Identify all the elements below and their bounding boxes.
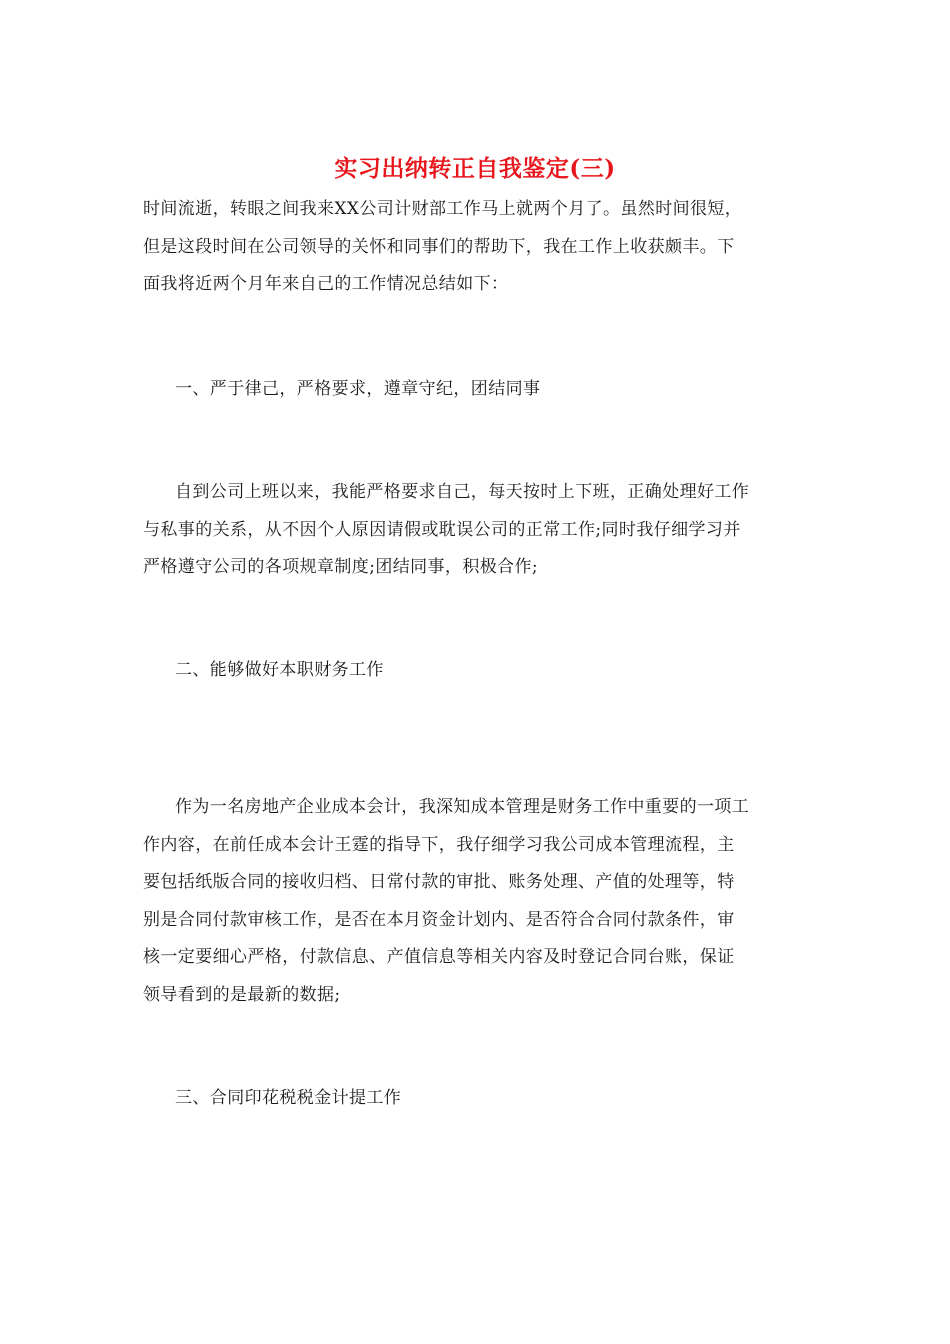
document-title: 实习出纳转正自我鉴定(三) bbox=[334, 155, 616, 182]
section-1-line: 严格遵守公司的各项规章制度;团结同事，积极合作; bbox=[143, 557, 539, 577]
section-heading-1: 一、严于律己，严格要求，遵章守纪，团结同事 bbox=[175, 379, 541, 399]
intro-paragraph bbox=[143, 191, 810, 304]
intro-line: 但是这段时间在公司领导的关怀和同事们的帮助下，我在工作上收获颇丰。下 bbox=[143, 236, 735, 257]
section-2-paragraph bbox=[143, 789, 810, 1014]
section-2-line: 作内容，在前任成本会计王霆的指导下，我仔细学习我公司成本管理流程，主 bbox=[143, 834, 735, 855]
section-2-line: 别是合同付款审核工作，是否在本月资金计划内、是否符合合同付款条件，审 bbox=[143, 909, 735, 930]
section-1-line: 自到公司上班以来，我能严格要求自己，每天按时上下班，正确处理好工作 bbox=[175, 482, 750, 502]
intro-line: 面我将近两个月年来自己的工作情况总结如下： bbox=[143, 274, 509, 294]
section-heading-3: 三、合同印花税税金计提工作 bbox=[175, 1088, 402, 1108]
section-2-line: 作为一名房地产企业成本会计，我深知成本管理是财务工作中重要的一项工 bbox=[175, 797, 750, 817]
section-1-line: 与私事的关系，从不因个人原因请假或耽误公司的正常工作;同时我仔细学习并 bbox=[143, 519, 741, 540]
section-2-line: 要包括纸版合同的接收归档、日常付款的审批、账务处理、产值的处理等，特 bbox=[143, 872, 735, 892]
section-1-paragraph bbox=[143, 474, 810, 587]
section-heading-2: 二、能够做好本职财务工作 bbox=[175, 660, 384, 680]
intro-line: 时间流逝，转眼之间我来XX公司计财部工作马上就两个月了。虽然时间很短， bbox=[143, 199, 743, 219]
section-2-line: 领导看到的是最新的数据; bbox=[143, 984, 341, 1005]
section-2-line: 核一定要细心严格，付款信息、产值信息等相关内容及时登记合同台账，保证 bbox=[143, 947, 735, 967]
